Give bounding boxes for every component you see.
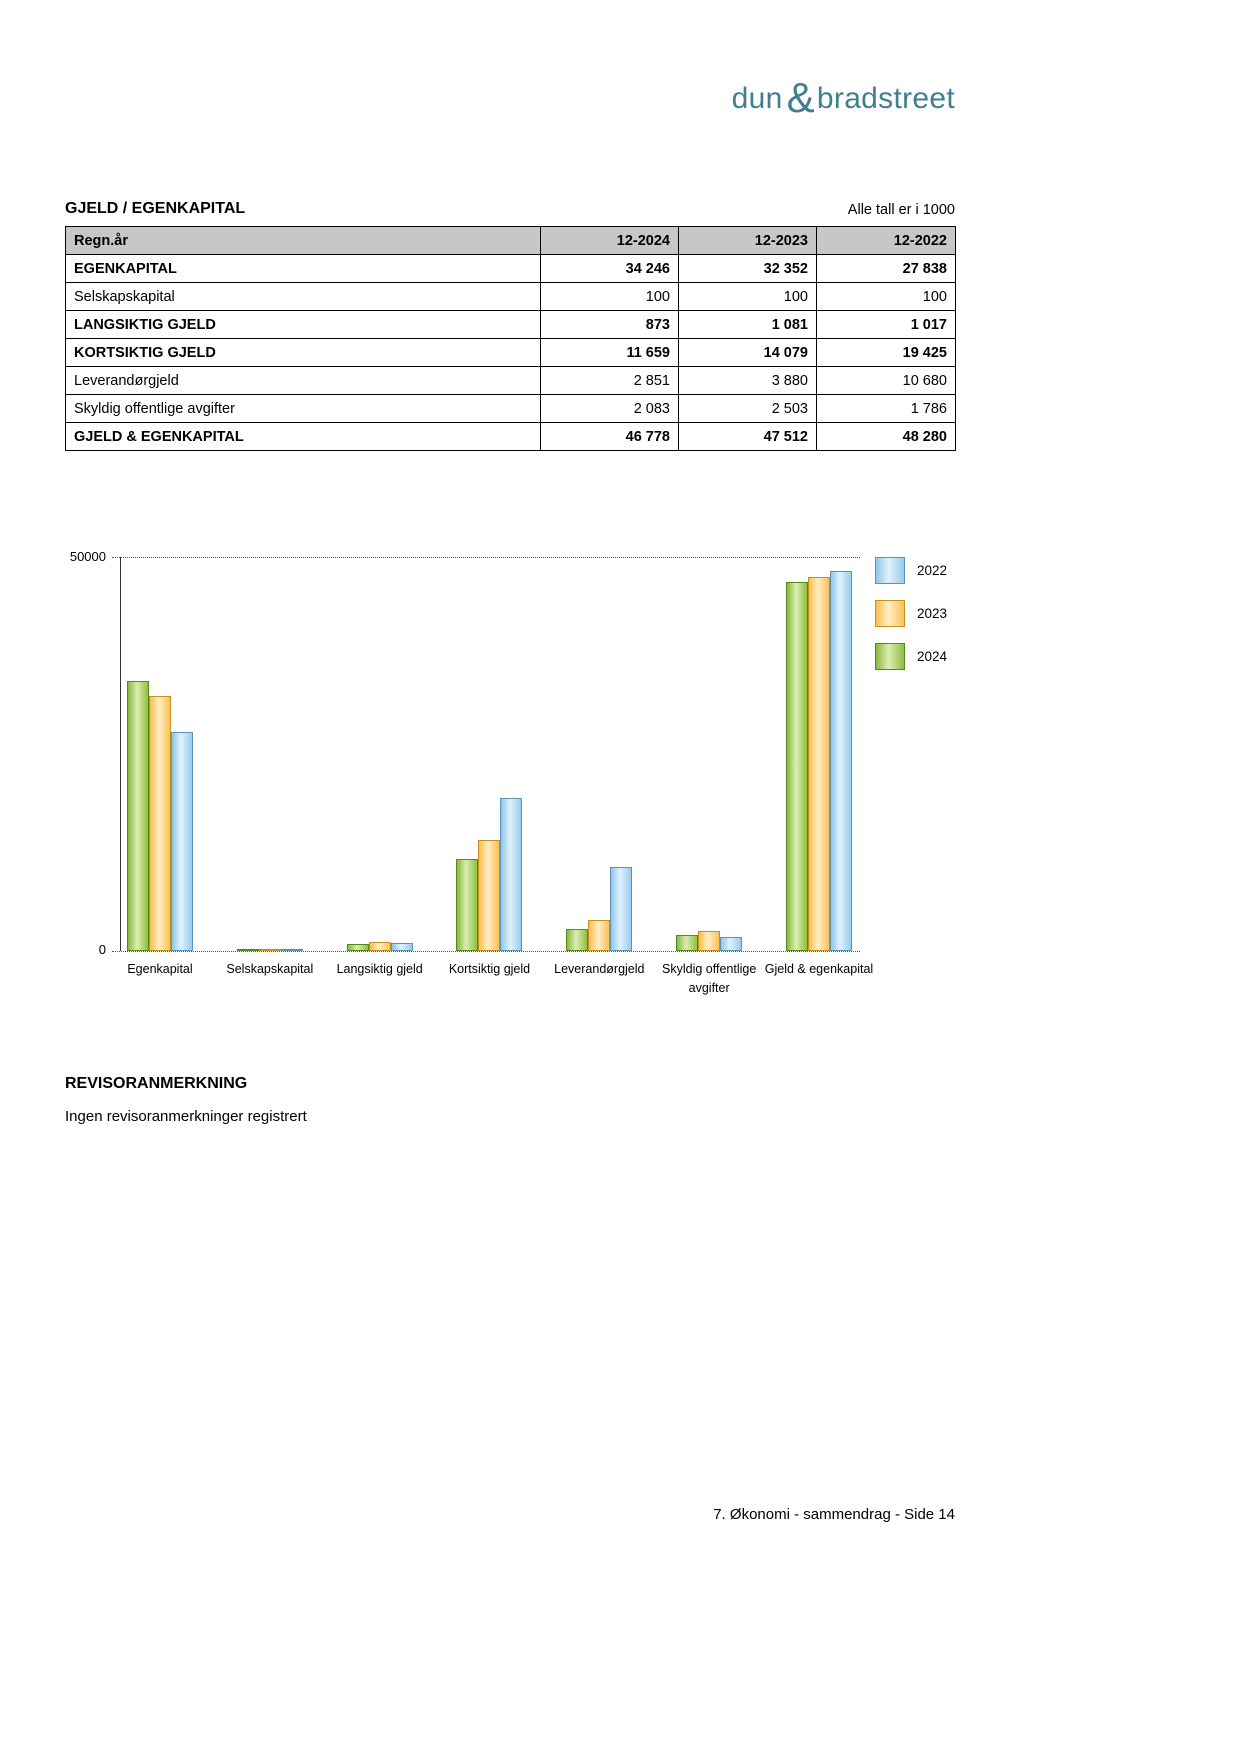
category-label: Langsiktig gjeld: [336, 962, 423, 976]
financial-table: [65, 226, 956, 451]
bar-2023: [369, 942, 391, 951]
row-value: 2 083: [541, 395, 679, 423]
page-footer: 7. Økonomi - sammendrag - Side 14: [713, 1506, 955, 1523]
row-value: 3 880: [679, 367, 817, 395]
row-value: 2 851: [541, 367, 679, 395]
revisor-text: Ingen revisoranmerkninger registrert: [65, 1108, 307, 1125]
legend-label: 2024: [917, 649, 948, 664]
row-value: 14 079: [679, 339, 817, 367]
bar-group: [554, 557, 645, 976]
row-label: Selskapskapital: [66, 283, 541, 311]
row-label: EGENKAPITAL: [66, 255, 541, 283]
row-value: 34 246: [541, 255, 679, 283]
row-value: 32 352: [679, 255, 817, 283]
row-value: 1 081: [679, 311, 817, 339]
row-value: 11 659: [541, 339, 679, 367]
row-label: KORTSIKTIG GJELD: [66, 339, 541, 367]
legend-swatch-2023: [875, 600, 905, 627]
row-value: 10 680: [817, 367, 956, 395]
header-12-2022: 12-2022: [817, 227, 956, 255]
row-value: 48 280: [817, 423, 956, 451]
financial-table-body: [66, 255, 956, 451]
legend-label: 2022: [917, 563, 948, 578]
y-tick-0: 0: [98, 942, 106, 957]
section-title: GJELD / EGENKAPITAL: [65, 200, 246, 217]
bar-2022: [720, 937, 742, 951]
row-value: 19 425: [817, 339, 956, 367]
bar-2024: [127, 681, 149, 951]
legend-label: 2023: [917, 606, 948, 621]
legend-swatch-2024: [875, 643, 905, 670]
category-label: Kortsiktig gjeld: [448, 962, 531, 976]
chart-legend: [875, 557, 947, 686]
table-row: [66, 423, 956, 451]
row-value: 100: [541, 283, 679, 311]
row-label: Skyldig offentlige avgifter: [66, 395, 541, 423]
header-12-2023: 12-2023: [679, 227, 817, 255]
row-value: 27 838: [817, 255, 956, 283]
row-value: 873: [541, 311, 679, 339]
category-label: Skyldig offentlige avgifter: [662, 962, 757, 995]
category-label: Leverandørgjeld: [554, 962, 645, 976]
row-value: 2 503: [679, 395, 817, 423]
row-value: 1 017: [817, 311, 956, 339]
table-header-row: [66, 227, 956, 255]
revisor-title: REVISORANMERKNING: [65, 1075, 248, 1092]
bar-2022: [610, 867, 632, 951]
row-label: Leverandørgjeld: [66, 367, 541, 395]
legend-item: [875, 643, 947, 670]
table-row: [66, 255, 956, 283]
bar-group: [764, 557, 874, 976]
plot-area: [120, 557, 874, 995]
bar-2023: [149, 696, 171, 951]
chart: [60, 545, 980, 1025]
legend-item: [875, 600, 947, 627]
bar-2024: [456, 859, 478, 951]
x-axis-baseline: [112, 951, 860, 952]
row-value: 100: [817, 283, 956, 311]
bar-2023: [698, 931, 720, 951]
bar-2023: [808, 577, 830, 951]
logo-ampersand-icon: &: [786, 74, 815, 121]
header-12-2024: 12-2024: [541, 227, 679, 255]
category-label: Gjeld & egenkapital: [764, 962, 874, 976]
header-regnar: Regn.år: [66, 227, 541, 255]
bar-2023: [588, 920, 610, 951]
row-label: LANGSIKTIG GJELD: [66, 311, 541, 339]
bar-group: [448, 557, 531, 976]
bar-2024: [347, 944, 369, 951]
legend-swatch-2022: [875, 557, 905, 584]
bar-group: [662, 557, 757, 995]
row-value: 46 778: [541, 423, 679, 451]
bar-2022: [830, 571, 852, 951]
row-value: 47 512: [679, 423, 817, 451]
row-value: 100: [679, 283, 817, 311]
logo-text-bradstreet: bradstreet: [816, 82, 955, 115]
legend-item: [875, 557, 947, 584]
bar-2024: [786, 582, 808, 951]
bar-group: [336, 557, 423, 976]
bar-2023: [478, 840, 500, 951]
bar-group: [226, 557, 314, 976]
row-value: 1 786: [817, 395, 956, 423]
units-note: Alle tall er i 1000: [847, 202, 955, 218]
bar-group: [127, 557, 193, 976]
dun-bradstreet-logo: [731, 70, 955, 121]
table-row: [66, 283, 956, 311]
bar-2022: [500, 798, 522, 951]
bar-2022: [171, 732, 193, 951]
logo-text-dun: dun: [731, 82, 783, 115]
bar-2024: [566, 929, 588, 951]
table-row: [66, 367, 956, 395]
category-label: Egenkapital: [127, 962, 193, 976]
table-row: [66, 339, 956, 367]
table-row: [66, 395, 956, 423]
y-tick-50000: 50000: [69, 549, 106, 564]
row-label: GJELD & EGENKAPITAL: [66, 423, 541, 451]
bar-2024: [676, 935, 698, 951]
table-row: [66, 311, 956, 339]
category-label: Selskapskapital: [226, 962, 314, 976]
bar-2022: [391, 943, 413, 951]
